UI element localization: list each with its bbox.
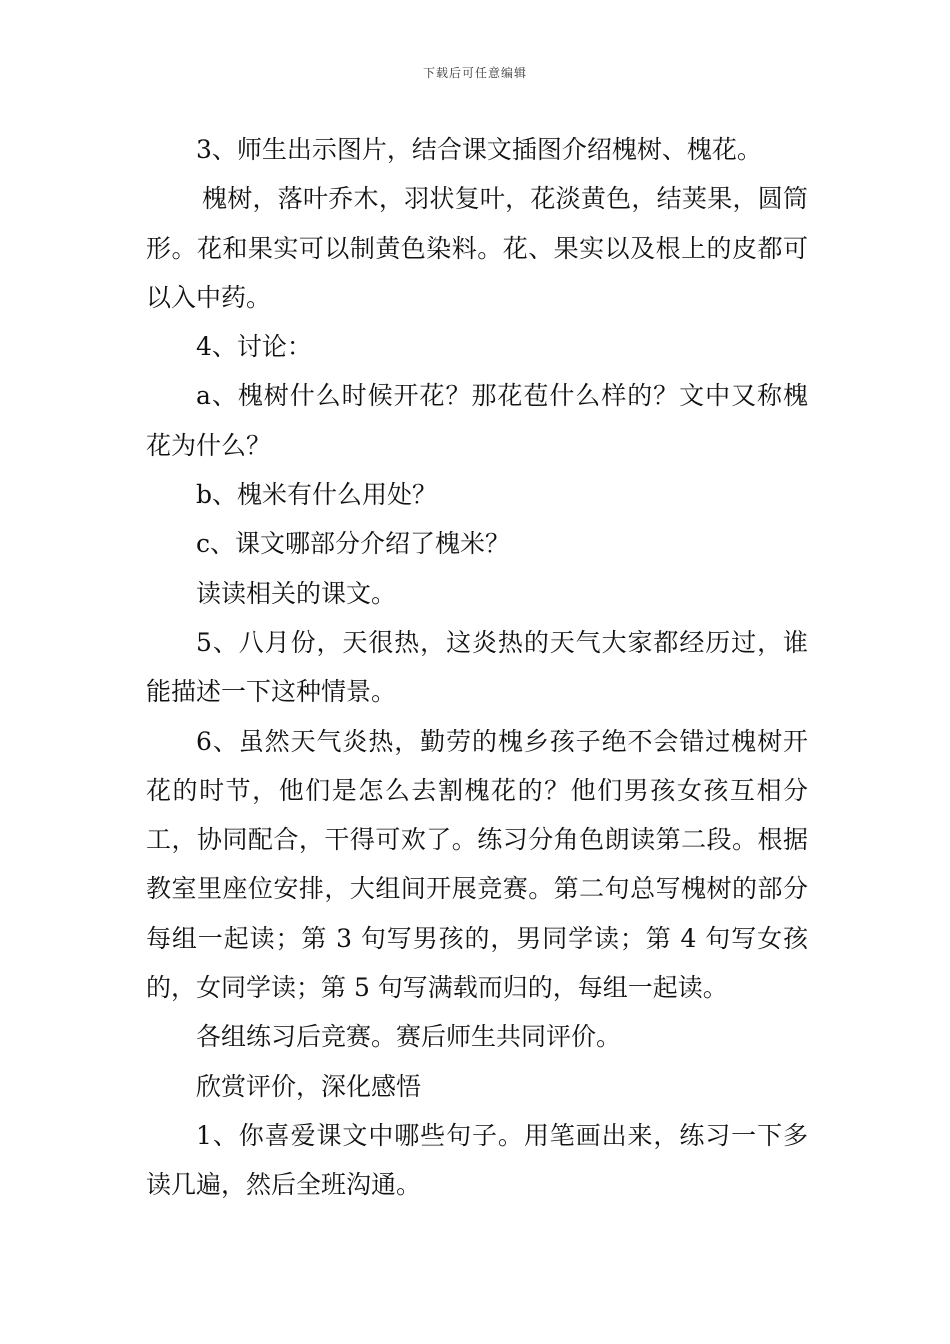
paragraph-step-1: 1、你喜爱课文中哪些句子。用笔画出来，练习一下多读几遍，然后全班沟通。 [146, 1120, 808, 1200]
paragraph-read-text: 读读相关的课文。 [196, 578, 397, 608]
paragraph-question-c: c、课文哪部分介绍了槐米？ [196, 529, 511, 559]
paragraph-section-heading: 欣赏评价，深化感悟 [196, 1071, 422, 1101]
paragraph-step-3: 3、师生出示图片，结合课文插图介绍槐树、槐花。 [196, 135, 762, 164]
paragraph-huai-tree-description: 槐树，落叶乔木，羽状复叶，花淡黄色，结荚果，圆筒形。花和果实可以制黄色染料。花、果实以及根上的皮都可以入中药。 [146, 184, 808, 312]
paragraph-step-4: 4、讨论： [196, 332, 312, 362]
paragraph-step-6: 6、虽然天气炎热，勤劳的槐乡孩子绝不会错过槐树开花的时节，他们是怎么去割槐花的？他们男孩女孩互相分工，协同配合，干得可欢了。练习分角色朗读第二段。根据教室里座位安排，大组间开展竞赛。第二句总写槐树的部分每组一起读；第 3 句写男孩的，男同学读；第 4 句写女孩的，女同学读；第 5 句写满载而归的，每组一起读。 [146, 726, 808, 1003]
document-body [146, 125, 808, 1210]
paragraph-question-a: a、槐树什么时候开花？那花苞什么样的？文中又称槐花为什么？ [146, 381, 808, 460]
page-header: 下载后可任意编辑 [422, 66, 527, 80]
paragraph-step-5: 5、八月份，天很热，这炎热的天气大家都经历过，谁能描述一下这种情景。 [146, 627, 808, 707]
paragraph-question-b: b、槐米有什么用处？ [196, 480, 438, 510]
paragraph-competition: 各组练习后竞赛。赛后师生共同评价。 [196, 1022, 622, 1052]
